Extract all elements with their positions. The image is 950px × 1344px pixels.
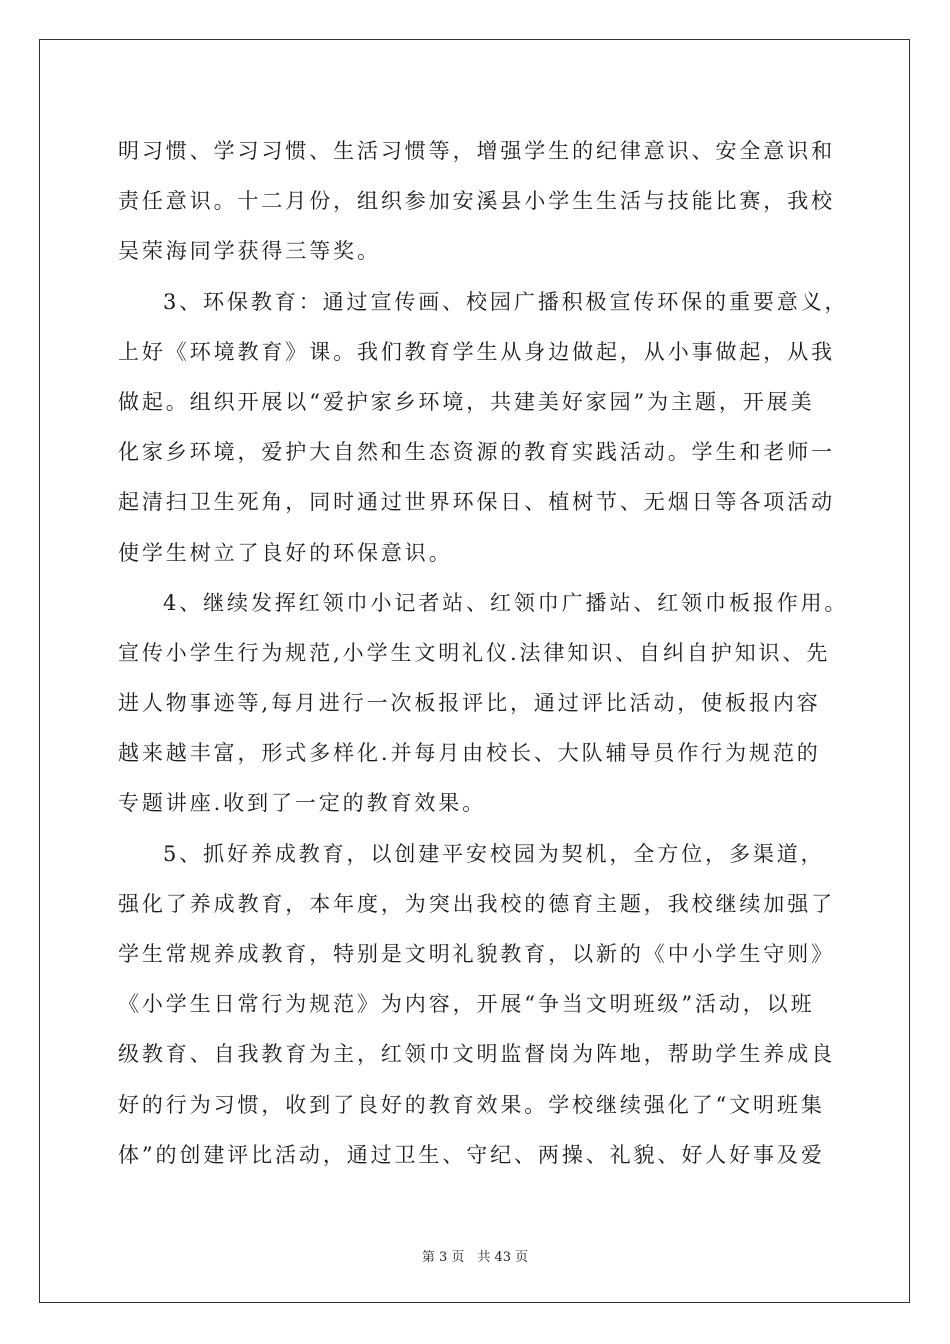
text-line: 强化了养成教育，本年度，为突出我校的德育主题，我校继续加强了 bbox=[118, 891, 835, 916]
paragraph-start-line: 4、继续发挥红领巾小记者站、红领巾广播站、红领巾板报作用。 bbox=[163, 590, 849, 615]
text-line: 好的行为习惯，收到了良好的教育效果。学校继续强化了“文明班集 bbox=[118, 1092, 825, 1117]
document-body bbox=[118, 126, 849, 1180]
paragraph-start-line: 3、环保教育：通过宣传画、校园广播积极宣传环保的重要意义， bbox=[163, 289, 849, 314]
text-line: 宣传小学生行为规范,小学生文明礼仪.法律知识、自纠自护知识、先 bbox=[118, 640, 831, 665]
text-line: 上好《环境教育》课。我们教育学生从身边做起，从小事做起，从我 bbox=[118, 339, 835, 364]
text-line: 做起。组织开展以“爱护家乡环境，共建美好家园”为主题，开展美 bbox=[118, 389, 815, 414]
text-line: 体”的创建评比活动，通过卫生、守纪、两操、礼貌、好人好事及爱 bbox=[118, 1142, 825, 1167]
text-line: 吴荣海同学获得三等奖。 bbox=[118, 239, 381, 264]
text-line: 起清扫卫生死角，同时通过世界环保日、植树节、无烟日等各项活动 bbox=[118, 490, 835, 515]
text-line: 进人物事迹等,每月进行一次板报评比，通过评比活动，使板报内容 bbox=[118, 691, 821, 716]
text-line: 专题讲座.收到了一定的教育效果。 bbox=[118, 791, 487, 816]
text-line: 级教育、自我教育为主，红领巾文明监督岗为阵地，帮助学生养成良 bbox=[118, 1042, 835, 1067]
text-line: 明习惯、学习习惯、生活习惯等，增强学生的纪律意识、安全意识和 bbox=[118, 139, 835, 163]
text-line: 责任意识。十二月份，组织参加安溪县小学生生活与技能比赛，我校 bbox=[118, 189, 835, 214]
text-line: 越来越丰富，形式多样化.并每月由校长、大队辅导员作行为规范的 bbox=[118, 741, 821, 766]
page-number-footer: 第 3 页 共 43 页 bbox=[421, 1250, 529, 1265]
paragraph-start-line: 5、抓好养成教育，以创建平安校园为契机，全方位，多渠道， bbox=[163, 841, 825, 866]
text-line: 学生常规养成教育，特别是文明礼貌教育，以新的《中小学生守则》 bbox=[118, 942, 835, 966]
text-line: 使学生树立了良好的环保意识。 bbox=[118, 540, 453, 565]
text-line: 化家乡环境，爱护大自然和生态资源的教育实践活动。学生和老师一 bbox=[118, 440, 835, 465]
text-line: 《小学生日常行为规范》为内容，开展“争当文明班级”活动，以班 bbox=[118, 992, 815, 1017]
